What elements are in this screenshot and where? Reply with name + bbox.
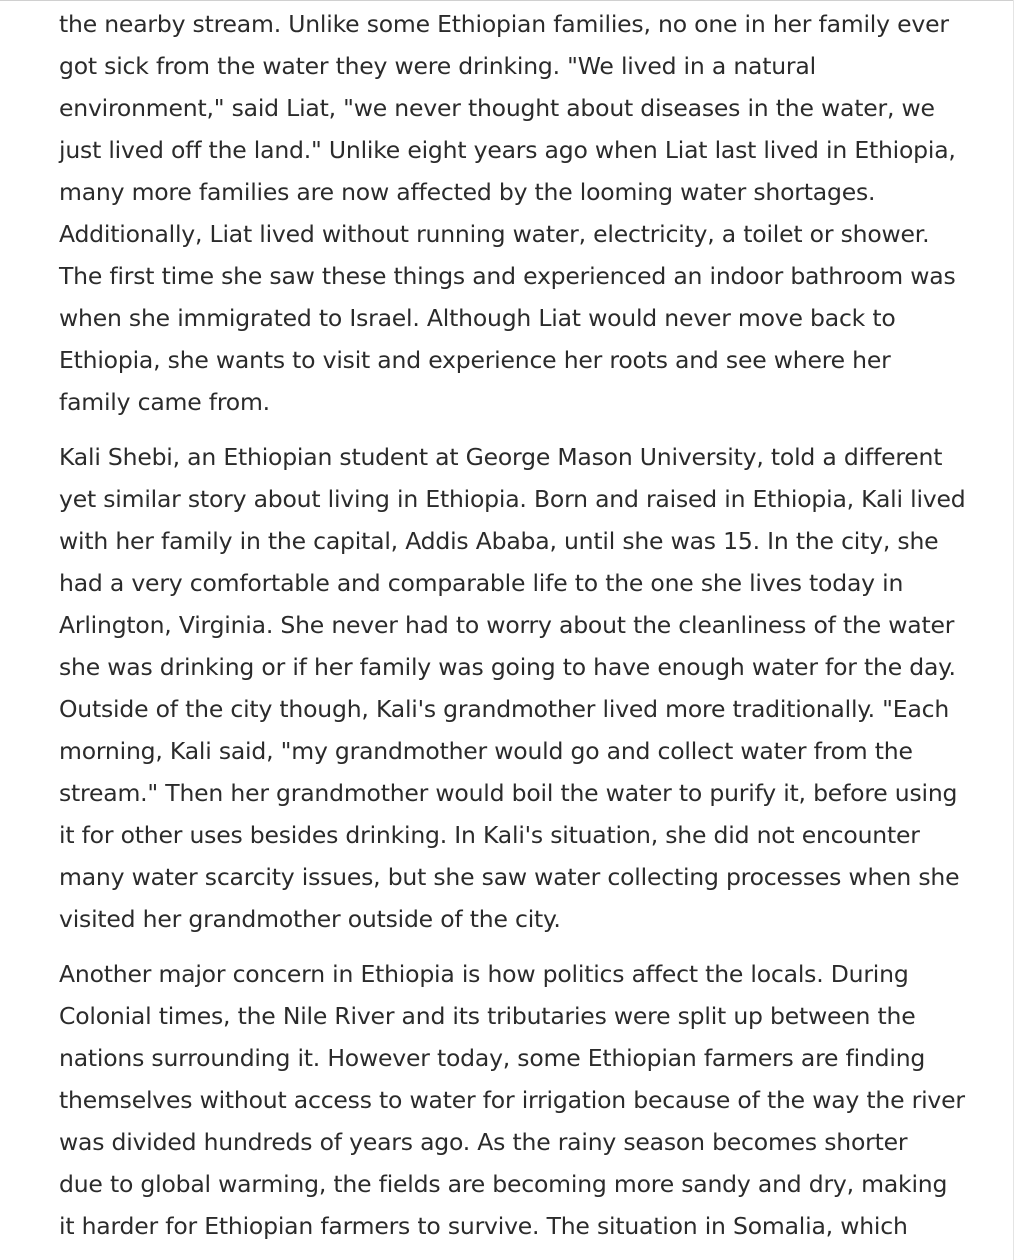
text-line: nations surrounding it. However today, some Ethiopian farmers are finding bbox=[59, 1044, 926, 1072]
paragraph-spacer bbox=[59, 423, 977, 436]
paragraph-liat bbox=[59, 3, 977, 423]
text-line: was divided hundreds of years ago. As the rainy season becomes shorter bbox=[59, 1128, 908, 1156]
text-line: many more families are now affected by the looming water shortages. bbox=[59, 178, 876, 206]
text-line: Arlington, Virginia. She never had to worry about the cleanliness of the water bbox=[59, 611, 955, 639]
text-line: Outside of the city though, Kali's grandmother lived more traditionally. "Each bbox=[59, 695, 950, 723]
text-line: Ethiopia, she wants to visit and experience her roots and see where her bbox=[59, 346, 891, 374]
text-line: she was drinking or if her family was going to have enough water for the day. bbox=[59, 653, 956, 681]
text-line: Kali Shebi, an Ethiopian student at George Mason University, told a different bbox=[59, 443, 943, 471]
text-line: visited her grandmother outside of the city. bbox=[59, 905, 561, 933]
top-divider bbox=[0, 0, 1014, 1]
text-line: family came from. bbox=[59, 388, 270, 416]
text-line: got sick from the water they were drinking. "We lived in a natural bbox=[59, 52, 816, 80]
paragraph-kali bbox=[59, 436, 977, 940]
text-line: just lived off the land." Unlike eight years ago when Liat last lived in Ethiopia, bbox=[59, 136, 956, 164]
paragraph-politics bbox=[59, 953, 977, 1247]
article-body bbox=[59, 3, 977, 1247]
text-line: morning, Kali said, "my grandmother would go and collect water from the bbox=[59, 737, 913, 765]
paragraph-spacer bbox=[59, 940, 977, 953]
text-line: it for other uses besides drinking. In Kali's situation, she did not encounter bbox=[59, 821, 920, 849]
text-line: The first time she saw these things and experienced an indoor bathroom was bbox=[59, 262, 956, 290]
text-line: environment," said Liat, "we never thought about diseases in the water, we bbox=[59, 94, 935, 122]
text-line: had a very comfortable and comparable life to the one she lives today in bbox=[59, 569, 904, 597]
text-line: many water scarcity issues, but she saw water collecting processes when she bbox=[59, 863, 960, 891]
text-line: with her family in the capital, Addis Ababa, until she was 15. In the city, she bbox=[59, 527, 939, 555]
text-line: Colonial times, the Nile River and its tributaries were split up between the bbox=[59, 1002, 916, 1030]
text-line: yet similar story about living in Ethiopia. Born and raised in Ethiopia, Kali lived bbox=[59, 485, 966, 513]
text-line: Additionally, Liat lived without running water, electricity, a toilet or shower. bbox=[59, 220, 930, 248]
text-line: Another major concern in Ethiopia is how politics affect the locals. During bbox=[59, 960, 909, 988]
text-line: stream." Then her grandmother would boil the water to purify it, before using bbox=[59, 779, 958, 807]
text-line: it harder for Ethiopian farmers to survive. The situation in Somalia, which bbox=[59, 1212, 908, 1240]
text-line: when she immigrated to Israel. Although Liat would never move back to bbox=[59, 304, 896, 332]
text-line: themselves without access to water for irrigation because of the way the river bbox=[59, 1086, 965, 1114]
text-line: due to global warming, the fields are becoming more sandy and dry, making bbox=[59, 1170, 948, 1198]
text-line: the nearby stream. Unlike some Ethiopian families, no one in her family ever bbox=[59, 10, 949, 38]
